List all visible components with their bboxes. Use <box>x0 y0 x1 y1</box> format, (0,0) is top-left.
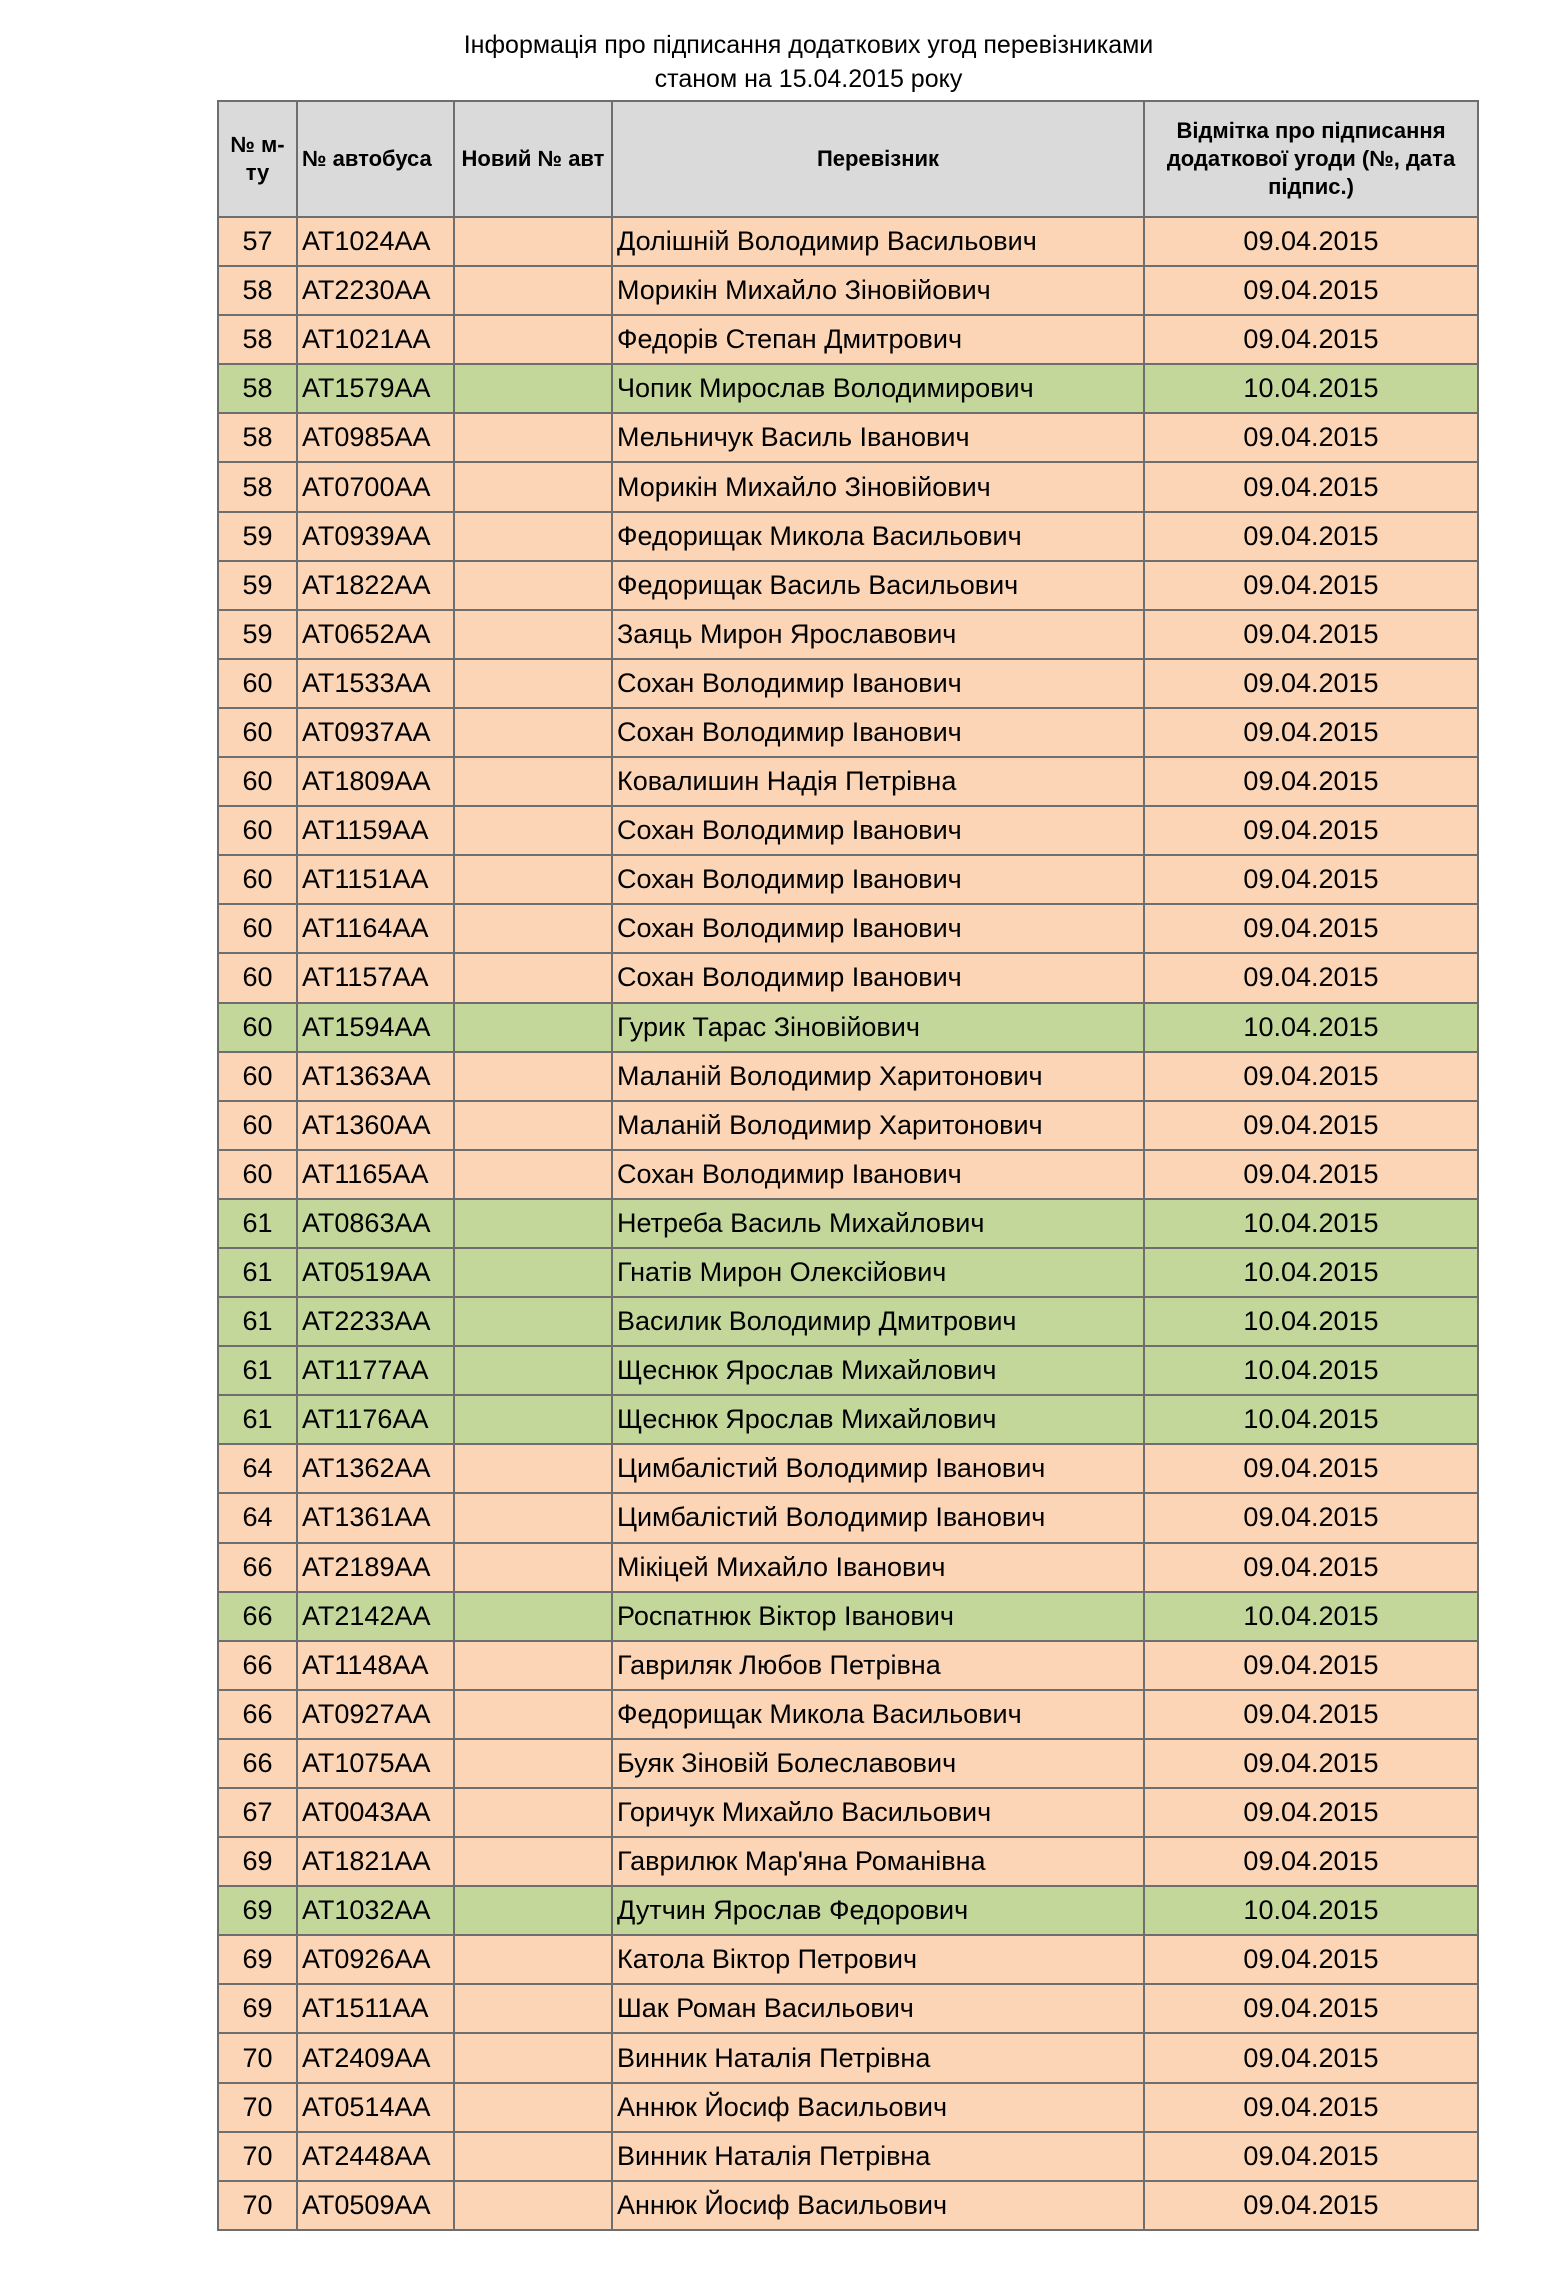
cell-signing-date: 09.04.2015 <box>1144 315 1478 364</box>
cell-route: 60 <box>218 708 297 757</box>
table-row <box>218 708 1478 757</box>
cell-route: 58 <box>218 413 297 462</box>
cell-carrier: Чопик Мирослав Володимирович <box>612 364 1144 413</box>
table-row <box>218 2181 1478 2230</box>
cell-bus-number: АТ1177АА <box>297 1346 454 1395</box>
table-row <box>218 1297 1478 1346</box>
cell-carrier: Цимбалістий Володимир Іванович <box>612 1444 1144 1493</box>
cell-route: 60 <box>218 659 297 708</box>
cell-carrier: Дутчин Ярослав Федорович <box>612 1886 1144 1935</box>
cell-carrier: Шак Роман Васильович <box>612 1984 1144 2033</box>
cell-signing-date: 09.04.2015 <box>1144 659 1478 708</box>
cell-bus-number: АТ0519АА <box>297 1248 454 1297</box>
cell-bus-number: АТ1024АА <box>297 217 454 266</box>
cell-new-bus-number <box>454 266 612 315</box>
cell-route: 60 <box>218 1150 297 1199</box>
cell-bus-number: АТ0939АА <box>297 512 454 561</box>
cell-route: 64 <box>218 1444 297 1493</box>
cell-carrier: Гавриляк Любов Петрівна <box>612 1641 1144 1690</box>
cell-route: 61 <box>218 1199 297 1248</box>
cell-carrier: Щеснюк Ярослав Михайлович <box>612 1395 1144 1444</box>
cell-carrier: Аннюк Йосиф Васильович <box>612 2083 1144 2132</box>
cell-route: 69 <box>218 1935 297 1984</box>
cell-new-bus-number <box>454 1003 612 1052</box>
cell-signing-date: 10.04.2015 <box>1144 1003 1478 1052</box>
cell-carrier: Сохан Володимир Іванович <box>612 904 1144 953</box>
cell-route: 66 <box>218 1543 297 1592</box>
cell-new-bus-number <box>454 1935 612 1984</box>
cell-route: 61 <box>218 1248 297 1297</box>
cell-bus-number: АТ2230АА <box>297 266 454 315</box>
cell-route: 60 <box>218 953 297 1002</box>
cell-new-bus-number <box>454 1837 612 1886</box>
header-route: № м-ту <box>218 101 297 217</box>
cell-new-bus-number <box>454 1101 612 1150</box>
cell-route: 60 <box>218 1101 297 1150</box>
cell-signing-date: 09.04.2015 <box>1144 561 1478 610</box>
cell-carrier: Сохан Володимир Іванович <box>612 708 1144 757</box>
table-row <box>218 1052 1478 1101</box>
cell-new-bus-number <box>454 1297 612 1346</box>
cell-new-bus-number <box>454 610 612 659</box>
cell-new-bus-number <box>454 1346 612 1395</box>
cell-new-bus-number <box>454 1592 612 1641</box>
cell-carrier: Морикін Михайло Зіновійович <box>612 266 1144 315</box>
cell-signing-date: 09.04.2015 <box>1144 708 1478 757</box>
table-row <box>218 217 1478 266</box>
cell-route: 66 <box>218 1592 297 1641</box>
cell-route: 58 <box>218 266 297 315</box>
cell-signing-date: 09.04.2015 <box>1144 1641 1478 1690</box>
cell-signing-date: 09.04.2015 <box>1144 1935 1478 1984</box>
cell-new-bus-number <box>454 561 612 610</box>
cell-carrier: Василик Володимир Дмитрович <box>612 1297 1144 1346</box>
cell-carrier: Мельничук Василь Іванович <box>612 413 1144 462</box>
cell-new-bus-number <box>454 364 612 413</box>
cell-signing-date: 10.04.2015 <box>1144 1297 1478 1346</box>
cell-route: 66 <box>218 1690 297 1739</box>
cell-bus-number: АТ1360АА <box>297 1101 454 1150</box>
cell-carrier: Аннюк Йосиф Васильович <box>612 2181 1144 2230</box>
table-row <box>218 413 1478 462</box>
cell-signing-date: 09.04.2015 <box>1144 1543 1478 1592</box>
cell-signing-date: 10.04.2015 <box>1144 1248 1478 1297</box>
cell-carrier: Роспатнюк Віктор Іванович <box>612 1592 1144 1641</box>
cell-new-bus-number <box>454 1886 612 1935</box>
cell-new-bus-number <box>454 757 612 806</box>
cell-carrier: Горичук Михайло Васильович <box>612 1788 1144 1837</box>
cell-carrier: Федорищак Микола Васильович <box>612 512 1144 561</box>
cell-new-bus-number <box>454 2083 612 2132</box>
table-row <box>218 1003 1478 1052</box>
cell-route: 59 <box>218 610 297 659</box>
cell-new-bus-number <box>454 904 612 953</box>
table-row <box>218 1690 1478 1739</box>
cell-signing-date: 09.04.2015 <box>1144 1690 1478 1739</box>
table-row <box>218 561 1478 610</box>
cell-carrier: Сохан Володимир Іванович <box>612 953 1144 1002</box>
cell-route: 58 <box>218 364 297 413</box>
cell-carrier: Винник Наталія Петрівна <box>612 2132 1144 2181</box>
cell-new-bus-number <box>454 2181 612 2230</box>
cell-bus-number: АТ1021АА <box>297 315 454 364</box>
cell-route: 61 <box>218 1395 297 1444</box>
cell-bus-number: АТ0863АА <box>297 1199 454 1248</box>
cell-signing-date: 09.04.2015 <box>1144 953 1478 1002</box>
table-row <box>218 806 1478 855</box>
cell-signing-date: 09.04.2015 <box>1144 806 1478 855</box>
cell-signing-date: 09.04.2015 <box>1144 1052 1478 1101</box>
document-title: Інформація про підписання додаткових угод перевізниками <box>463 31 1154 59</box>
cell-route: 60 <box>218 806 297 855</box>
cell-bus-number: АТ2189АА <box>297 1543 454 1592</box>
table-row <box>218 2033 1478 2082</box>
table-row <box>218 1346 1478 1395</box>
cell-carrier: Сохан Володимир Іванович <box>612 659 1144 708</box>
cell-carrier: Федорищак Василь Васильович <box>612 561 1144 610</box>
cell-bus-number: АТ2448АА <box>297 2132 454 2181</box>
cell-route: 70 <box>218 2181 297 2230</box>
table-row <box>218 1248 1478 1297</box>
table-row <box>218 1984 1478 2033</box>
header-bus: № автобуса <box>297 101 454 217</box>
cell-new-bus-number <box>454 1690 612 1739</box>
cell-signing-date: 09.04.2015 <box>1144 1101 1478 1150</box>
table-row <box>218 1935 1478 1984</box>
cell-bus-number: АТ1533АА <box>297 659 454 708</box>
cell-carrier: Цимбалістий Володимир Іванович <box>612 1493 1144 1542</box>
cell-bus-number: АТ1164АА <box>297 904 454 953</box>
cell-bus-number: АТ0926АА <box>297 1935 454 1984</box>
cell-carrier: Долішній Володимир Васильович <box>612 217 1144 266</box>
cell-carrier: Буяк Зіновій Болеславович <box>612 1739 1144 1788</box>
cell-carrier: Гнатів Мирон Олексійович <box>612 1248 1144 1297</box>
cell-new-bus-number <box>454 1248 612 1297</box>
carriers-table <box>217 100 1479 2231</box>
cell-carrier: Маланій Володимир Харитонович <box>612 1101 1144 1150</box>
table-row <box>218 512 1478 561</box>
cell-bus-number: АТ1363АА <box>297 1052 454 1101</box>
cell-new-bus-number <box>454 1199 612 1248</box>
cell-route: 66 <box>218 1641 297 1690</box>
cell-route: 66 <box>218 1739 297 1788</box>
cell-carrier: Гаврилюк Мар'яна Романівна <box>612 1837 1144 1886</box>
cell-bus-number: АТ0652АА <box>297 610 454 659</box>
table-row <box>218 364 1478 413</box>
cell-bus-number: АТ1579АА <box>297 364 454 413</box>
cell-new-bus-number <box>454 1150 612 1199</box>
cell-signing-date: 09.04.2015 <box>1144 266 1478 315</box>
cell-route: 70 <box>218 2083 297 2132</box>
cell-bus-number: АТ1361АА <box>297 1493 454 1542</box>
cell-route: 58 <box>218 315 297 364</box>
table-row <box>218 462 1478 511</box>
cell-signing-date: 09.04.2015 <box>1144 904 1478 953</box>
cell-new-bus-number <box>454 1788 612 1837</box>
cell-carrier: Гурик Тарас Зіновійович <box>612 1003 1144 1052</box>
header-carrier: Перевізник <box>612 101 1144 217</box>
cell-route: 59 <box>218 512 297 561</box>
cell-route: 69 <box>218 1886 297 1935</box>
cell-signing-date: 10.04.2015 <box>1144 1346 1478 1395</box>
table-row <box>218 2132 1478 2181</box>
cell-route: 59 <box>218 561 297 610</box>
cell-new-bus-number <box>454 2033 612 2082</box>
cell-route: 60 <box>218 757 297 806</box>
cell-new-bus-number <box>454 2132 612 2181</box>
cell-bus-number: АТ1809АА <box>297 757 454 806</box>
cell-new-bus-number <box>454 953 612 1002</box>
table-row <box>218 1444 1478 1493</box>
cell-new-bus-number <box>454 1739 612 1788</box>
table-body <box>218 217 1478 2230</box>
cell-carrier: Морикін Михайло Зіновійович <box>612 462 1144 511</box>
cell-bus-number: АТ1821АА <box>297 1837 454 1886</box>
cell-signing-date: 10.04.2015 <box>1144 1886 1478 1935</box>
cell-new-bus-number <box>454 659 612 708</box>
cell-carrier: Заяць Мирон Ярославович <box>612 610 1144 659</box>
cell-carrier: Катола Віктор Петрович <box>612 1935 1144 1984</box>
cell-new-bus-number <box>454 1395 612 1444</box>
table-row <box>218 610 1478 659</box>
cell-bus-number: АТ0937АА <box>297 708 454 757</box>
cell-bus-number: АТ1165АА <box>297 1150 454 1199</box>
table-row <box>218 953 1478 1002</box>
cell-signing-date: 09.04.2015 <box>1144 413 1478 462</box>
table-row <box>218 1837 1478 1886</box>
cell-bus-number: АТ1151АА <box>297 855 454 904</box>
cell-signing-date: 09.04.2015 <box>1144 217 1478 266</box>
table-row <box>218 659 1478 708</box>
cell-signing-date: 09.04.2015 <box>1144 1788 1478 1837</box>
header-mark: Відмітка про підписання додаткової угоди (№, дата підпис.) <box>1144 101 1478 217</box>
cell-new-bus-number <box>454 413 612 462</box>
cell-signing-date: 09.04.2015 <box>1144 757 1478 806</box>
cell-new-bus-number <box>454 315 612 364</box>
table-row <box>218 1788 1478 1837</box>
cell-bus-number: АТ0509АА <box>297 2181 454 2230</box>
cell-carrier: Сохан Володимир Іванович <box>612 855 1144 904</box>
cell-carrier: Щеснюк Ярослав Михайлович <box>612 1346 1144 1395</box>
cell-signing-date: 09.04.2015 <box>1144 2181 1478 2230</box>
cell-route: 69 <box>218 1984 297 2033</box>
table-row <box>218 1543 1478 1592</box>
table-row <box>218 1101 1478 1150</box>
cell-signing-date: 09.04.2015 <box>1144 1984 1478 2033</box>
cell-bus-number: АТ1822АА <box>297 561 454 610</box>
cell-signing-date: 09.04.2015 <box>1144 462 1478 511</box>
cell-bus-number: АТ0043АА <box>297 1788 454 1837</box>
cell-route: 60 <box>218 855 297 904</box>
table-row <box>218 266 1478 315</box>
cell-signing-date: 10.04.2015 <box>1144 1395 1478 1444</box>
cell-bus-number: АТ1157АА <box>297 953 454 1002</box>
cell-bus-number: АТ0927АА <box>297 1690 454 1739</box>
table-row <box>218 1493 1478 1542</box>
cell-signing-date: 09.04.2015 <box>1144 1837 1478 1886</box>
cell-carrier: Федорів Степан Дмитрович <box>612 315 1144 364</box>
cell-signing-date: 09.04.2015 <box>1144 2033 1478 2082</box>
table-header-row <box>218 101 1478 217</box>
cell-signing-date: 09.04.2015 <box>1144 1444 1478 1493</box>
cell-route: 60 <box>218 1052 297 1101</box>
cell-new-bus-number <box>454 462 612 511</box>
cell-bus-number: АТ2409АА <box>297 2033 454 2082</box>
cell-bus-number: АТ0514АА <box>297 2083 454 2132</box>
cell-bus-number: АТ2233АА <box>297 1297 454 1346</box>
cell-signing-date: 09.04.2015 <box>1144 1493 1478 1542</box>
table-row <box>218 904 1478 953</box>
cell-bus-number: АТ1159АА <box>297 806 454 855</box>
cell-route: 57 <box>218 217 297 266</box>
cell-carrier: Мікіцей Михайло Іванович <box>612 1543 1144 1592</box>
table-row <box>218 1641 1478 1690</box>
cell-new-bus-number <box>454 855 612 904</box>
table-row <box>218 2083 1478 2132</box>
cell-carrier: Винник Наталія Петрівна <box>612 2033 1144 2082</box>
cell-route: 61 <box>218 1346 297 1395</box>
cell-signing-date: 09.04.2015 <box>1144 1739 1478 1788</box>
cell-route: 69 <box>218 1837 297 1886</box>
cell-bus-number: АТ1594АА <box>297 1003 454 1052</box>
cell-route: 61 <box>218 1297 297 1346</box>
cell-new-bus-number <box>454 1493 612 1542</box>
cell-signing-date: 10.04.2015 <box>1144 1199 1478 1248</box>
cell-signing-date: 10.04.2015 <box>1144 364 1478 413</box>
table-row <box>218 757 1478 806</box>
cell-bus-number: АТ1511АА <box>297 1984 454 2033</box>
cell-new-bus-number <box>454 1641 612 1690</box>
table-row <box>218 1592 1478 1641</box>
cell-route: 64 <box>218 1493 297 1542</box>
cell-signing-date: 09.04.2015 <box>1144 1150 1478 1199</box>
table-row <box>218 315 1478 364</box>
cell-carrier: Федорищак Микола Васильович <box>612 1690 1144 1739</box>
cell-new-bus-number <box>454 1444 612 1493</box>
cell-carrier: Маланій Володимир Харитонович <box>612 1052 1144 1101</box>
table-row <box>218 1199 1478 1248</box>
cell-signing-date: 09.04.2015 <box>1144 610 1478 659</box>
cell-signing-date: 09.04.2015 <box>1144 855 1478 904</box>
cell-new-bus-number <box>454 806 612 855</box>
table-row <box>218 855 1478 904</box>
table-row <box>218 1886 1478 1935</box>
cell-new-bus-number <box>454 1543 612 1592</box>
cell-signing-date: 09.04.2015 <box>1144 512 1478 561</box>
table-row <box>218 1739 1478 1788</box>
cell-route: 60 <box>218 1003 297 1052</box>
cell-new-bus-number <box>454 1052 612 1101</box>
cell-carrier: Нетреба Василь Михайлович <box>612 1199 1144 1248</box>
table-row <box>218 1395 1478 1444</box>
cell-signing-date: 10.04.2015 <box>1144 1592 1478 1641</box>
cell-signing-date: 09.04.2015 <box>1144 2132 1478 2181</box>
cell-bus-number: АТ0700АА <box>297 462 454 511</box>
cell-route: 70 <box>218 2033 297 2082</box>
cell-bus-number: АТ1032АА <box>297 1886 454 1935</box>
cell-new-bus-number <box>454 512 612 561</box>
cell-new-bus-number <box>454 708 612 757</box>
cell-bus-number: АТ1075АА <box>297 1739 454 1788</box>
cell-route: 67 <box>218 1788 297 1837</box>
cell-route: 70 <box>218 2132 297 2181</box>
cell-carrier: Сохан Володимир Іванович <box>612 806 1144 855</box>
cell-route: 60 <box>218 904 297 953</box>
cell-new-bus-number <box>454 1984 612 2033</box>
cell-bus-number: АТ1176АА <box>297 1395 454 1444</box>
cell-bus-number: АТ1362АА <box>297 1444 454 1493</box>
table-row <box>218 1150 1478 1199</box>
cell-route: 58 <box>218 462 297 511</box>
cell-bus-number: АТ1148АА <box>297 1641 454 1690</box>
cell-bus-number: АТ2142АА <box>297 1592 454 1641</box>
cell-bus-number: АТ0985АА <box>297 413 454 462</box>
cell-carrier: Сохан Володимир Іванович <box>612 1150 1144 1199</box>
cell-new-bus-number <box>454 217 612 266</box>
header-new-bus: Новий № авт <box>454 101 612 217</box>
cell-signing-date: 09.04.2015 <box>1144 2083 1478 2132</box>
document-subtitle: станом на 15.04.2015 року <box>654 65 963 93</box>
cell-carrier: Ковалишин Надія Петрівна <box>612 757 1144 806</box>
